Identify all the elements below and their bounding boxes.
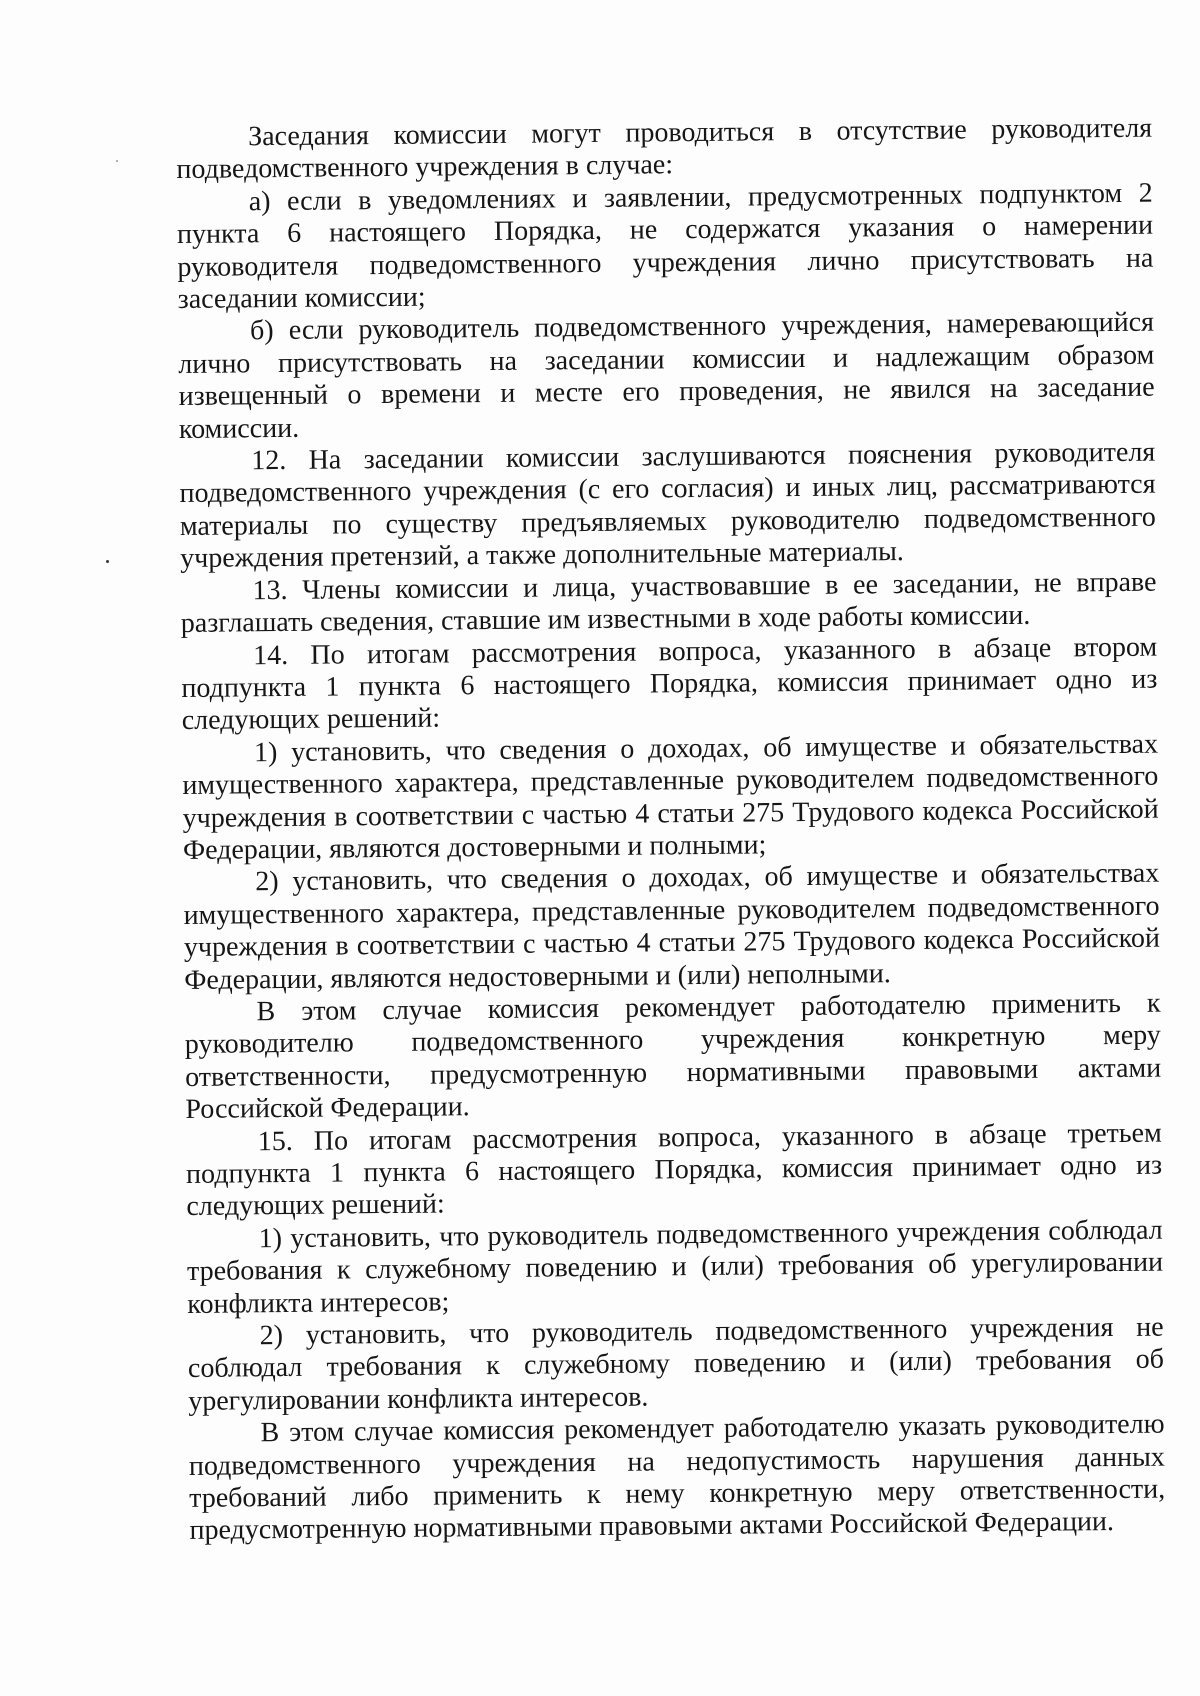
paragraph-item-15: 15. По итогам рассмотрения вопроса, указанного в абзаце третьем подпункта 1 пункта 6 настоящего Порядка, комиссия принимает одно из следующих решений: (185, 1117, 1163, 1223)
paragraph-absence-intro: Заседания комиссии могут проводиться в отсутствие руководителя подведомственного учреждения в случае: (176, 112, 1153, 186)
paragraph-item-12: 12. На заседании комиссии заслушиваются пояснения руководителя подведомственного учреждения (с его согласия) и иных лиц, рассматриваются материалы по существу предъявляемых руководителю подведомственного учреждения претензий, а также дополнительные материалы. (179, 436, 1156, 575)
document-body (176, 113, 1166, 1548)
paragraph-item-14: 14. По итогам рассмотрения вопроса, указанного в абзаце втором подпункта 1 пункта 6 настоящего Порядка, комиссия принимает одно из следующих решений: (181, 631, 1158, 737)
paragraph-item-15-decision-2: 2) установить, что руководитель подведомственного учреждения не соблюдал требования к служебному поведению и (или) требования об урегулировании конфликта интересов. (187, 1311, 1165, 1417)
paragraph-item-14-decision-1: 1) установить, что сведения о доходах, об имуществе и обязательствах имущественного характера, представленные руководителем подведомственного учреждения в соответствии с частью 4 статьи 275 Трудового кодекса Российской Федерации, являются достоверными и полными; (182, 728, 1159, 866)
scan-speck (116, 160, 118, 162)
paragraph-item-15-recommendation: В этом случае комиссия рекомендует работодателю указать руководителю подведомственного учреждения на недопустимость нарушения данных требований либо применить к нему конкретную меру ответственности, предусмотренную нормативными правовыми актами Российской Федерации. (188, 1408, 1166, 1547)
paragraph-item-15-decision-1: 1) установить, что руководитель подведомственного учреждения соблюдал требования к служебному поведению и (или) требования об урегулировании конфликта интересов; (186, 1214, 1164, 1320)
paragraph-item-14-recommendation: В этом случае комиссия рекомендует работодателю применить к руководителю подведомственного учреждения конкретную меру ответственности, предусмотренную нормативными правовыми актами Российской Федерации. (184, 987, 1162, 1126)
scan-speck (106, 560, 109, 563)
paragraph-item-14-decision-2: 2) установить, что сведения о доходах, об имуществе и обязательствах имущественного характера, представленные руководителем подведомственного учреждения в соответствии с частью 4 статьи 275 Трудового кодекса Российской Федерации, являются недостоверными и (или) неполными. (183, 857, 1161, 996)
paragraph-case-a: а) если в уведомлениях и заявлении, предусмотренных подпунктом 2 пункта 6 настоящего Порядка, не содержатся указания о намерении руководителя подведомственного учреждения лично присутствовать на заседании комиссии; (176, 177, 1154, 316)
paragraph-item-13: 13. Члены комиссии и лица, участвовавшие в ее заседании, не вправе разглашать сведения, ставшие им известными в ходе работы комиссии. (180, 566, 1157, 640)
paragraph-case-b: б) если руководитель подведомственного учреждения, намеревающийся лично присутствовать на заседании комиссии и надлежащим образом извещенный о времени и месте его проведения, не явился на заседание комиссии. (178, 307, 1155, 445)
